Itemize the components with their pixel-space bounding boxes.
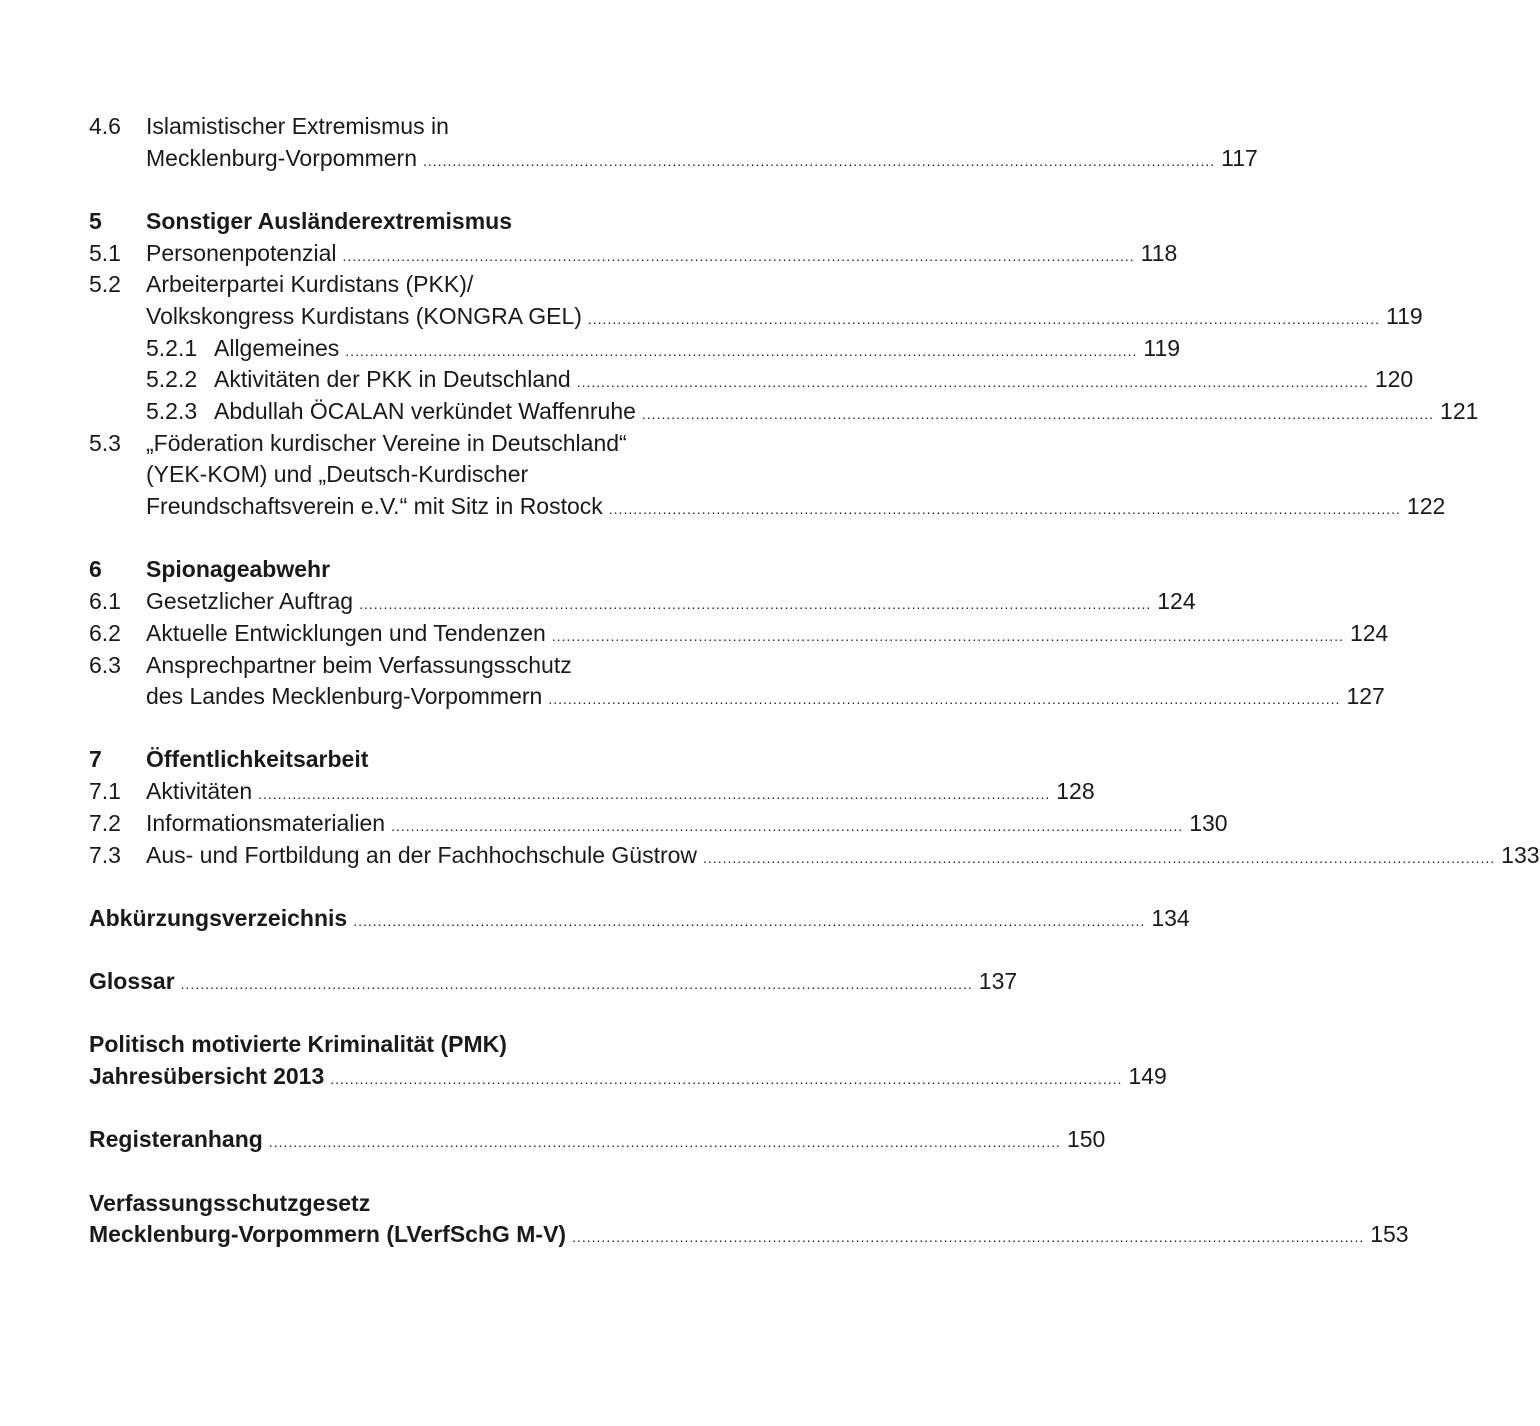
toc-entry[interactable] [146, 301, 1423, 336]
section-number: 5.1 [89, 239, 121, 266]
toc-entry[interactable] [146, 840, 1540, 875]
dot-leader: .................................................................................................................................................................. [353, 912, 1146, 929]
section-number: 5.2 [89, 271, 121, 298]
section-number: 4.6 [89, 113, 121, 139]
section-title: Freundschaftsverein e.V.“ mit Sitz in Rostock [146, 493, 603, 520]
page-number: 133 [1501, 841, 1540, 868]
section-title: Arbeiterpartei Kurdistans (PKK)/ [146, 271, 474, 298]
chapter-number: 7 [89, 746, 102, 773]
dot-leader: .................................................................................................................................................................. [359, 596, 1152, 613]
section-title: „Föderation kurdischer Vereine in Deutschland“ [146, 429, 627, 456]
toc-entry[interactable] [146, 491, 1446, 526]
dot-leader: .................................................................................................................................................................. [641, 406, 1435, 423]
section-title: Aktivitäten [146, 778, 253, 805]
dot-leader: .................................................................................................................................................................. [608, 501, 1401, 518]
toc-row [89, 903, 1190, 935]
page-number: 128 [1056, 778, 1095, 805]
page-number: 127 [1346, 683, 1385, 710]
appendix-title: Mecklenburg-Vorpommern (LVerfSchG M-V) [89, 1221, 567, 1248]
dot-leader: .................................................................................................................................................................. [345, 342, 1138, 359]
appendix-title: Registeranhang [89, 1126, 263, 1153]
section-title: Aktuelle Entwicklungen und Tendenzen [146, 619, 546, 646]
page-number: 118 [1140, 239, 1178, 266]
toc-row [89, 1061, 1167, 1093]
page-number: 124 [1349, 619, 1389, 646]
appendix-title: Verfassungsschutzgesetz [89, 1189, 371, 1216]
section-title: des Landes Mecklenburg-Vorpommern [146, 683, 543, 710]
toc-row [89, 143, 1258, 175]
dot-leader: .................................................................................................................................................................. [258, 786, 1051, 803]
toc-entry[interactable] [146, 681, 1385, 716]
toc-entry[interactable] [89, 1219, 1409, 1254]
subsection-title: Aktivitäten der PKK in Deutschland [214, 366, 571, 393]
dot-leader: .................................................................................................................................................................. [423, 152, 1216, 169]
toc-row [89, 1219, 1409, 1251]
toc-entry[interactable] [146, 143, 1258, 178]
dot-leader: .................................................................................................................................................................. [391, 817, 1184, 834]
chapter-number: 5 [89, 207, 102, 234]
toc-entry[interactable] [146, 586, 1196, 621]
toc-chapter-row [89, 206, 802, 238]
subsection-title: Abdullah ÖCALAN verkündet Waffenruhe [214, 398, 636, 425]
toc-entry[interactable] [146, 618, 1389, 653]
section-number: 7.3 [89, 841, 121, 868]
page-number: 124 [1157, 588, 1196, 615]
toc-row [89, 618, 1389, 650]
toc-entry[interactable] [146, 808, 1228, 843]
section-title: Islamistischer Extremismus in [146, 113, 449, 139]
toc-row [89, 808, 1228, 840]
section-title: Aus- und Fortbildung an der Fachhochschule Güstrow [146, 841, 698, 868]
section-number: 6.1 [89, 588, 121, 615]
toc-row [89, 111, 802, 143]
toc-entry[interactable] [214, 396, 1479, 431]
dot-leader: .................................................................................................................................................................. [268, 1134, 1061, 1151]
subsection-title: Allgemeines [214, 334, 340, 361]
toc-entry[interactable] [214, 333, 1181, 368]
page-number: 119 [1386, 303, 1423, 330]
appendix-title: Glossar [89, 968, 175, 995]
toc-row [89, 1188, 802, 1220]
page-number: 119 [1143, 334, 1181, 361]
toc-row [89, 459, 802, 491]
subsection-number: 5.2.1 [146, 334, 198, 361]
toc-row [89, 301, 1423, 333]
page-number: 150 [1066, 1126, 1106, 1153]
appendix-title: Politisch motivierte Kriminalität (PMK) [89, 1031, 507, 1058]
dot-leader: .................................................................................................................................................................. [342, 247, 1135, 264]
toc-row [89, 681, 1385, 713]
toc-row [89, 650, 802, 682]
toc-entry[interactable] [89, 1124, 1106, 1159]
toc-entry[interactable] [214, 364, 1414, 399]
section-title: Personenpotenzial [146, 239, 337, 266]
toc-row [89, 586, 1196, 618]
chapter-number: 6 [89, 556, 102, 583]
toc-entry[interactable] [146, 238, 1178, 273]
toc-chapter-row [89, 554, 802, 586]
page-number: 117 [1221, 144, 1258, 171]
dot-leader: .................................................................................................................................................................. [587, 311, 1381, 328]
page-number: 149 [1128, 1063, 1167, 1090]
section-title: Ansprechpartner beim Verfassungsschutz [146, 651, 572, 678]
dot-leader: .................................................................................................................................................................. [551, 627, 1344, 644]
dot-leader: .................................................................................................................................................................. [576, 374, 1369, 391]
appendix-title: Jahresübersicht 2013 [89, 1063, 325, 1090]
page-number: 121 [1440, 398, 1479, 425]
section-number: 6.2 [89, 619, 121, 646]
toc-entry[interactable] [89, 903, 1190, 938]
toc-row [89, 776, 1095, 808]
section-number: 6.3 [89, 651, 121, 678]
page-number: 137 [978, 968, 1018, 995]
toc-row [89, 396, 1479, 428]
toc-row [89, 364, 1414, 396]
dot-leader: .................................................................................................................................................................. [572, 1229, 1365, 1246]
page-number: 153 [1370, 1221, 1409, 1248]
section-title: (YEK-KOM) und „Deutsch-Kurdischer [146, 461, 529, 488]
toc-row [89, 269, 802, 301]
toc-row [89, 333, 1181, 365]
section-title: Mecklenburg-Vorpommern [146, 144, 418, 171]
section-title: Volkskongress Kurdistans (KONGRA GEL) [146, 303, 582, 330]
section-number: 5.3 [89, 429, 121, 456]
toc-row [89, 428, 802, 460]
toc-row [89, 238, 1178, 270]
section-title: Informationsmaterialien [146, 809, 386, 836]
page-number: 134 [1151, 904, 1190, 931]
toc-row [89, 491, 1446, 523]
section-number: 7.2 [89, 809, 121, 836]
dot-leader: .................................................................................................................................................................. [703, 849, 1496, 866]
toc-row [89, 966, 1018, 998]
chapter-title[interactable]: Sonstiger Ausländerextremismus [146, 207, 512, 234]
chapter-title[interactable]: Öffentlichkeitsarbeit [146, 746, 369, 773]
dot-leader: .................................................................................................................................................................. [330, 1071, 1123, 1088]
toc-chapter-row [89, 744, 802, 776]
chapter-title[interactable]: Spionageabwehr [146, 556, 331, 583]
section-title: Gesetzlicher Auftrag [146, 588, 354, 615]
toc-row [89, 840, 1540, 872]
table-of-contents [89, 111, 1540, 1251]
dot-leader: .................................................................................................................................................................. [548, 691, 1341, 708]
toc-row [89, 1029, 802, 1061]
subsection-number: 5.2.3 [146, 398, 198, 425]
appendix-title: Abkürzungsverzeichnis [89, 904, 348, 931]
page-number: 122 [1406, 493, 1446, 520]
toc-entry[interactable] [89, 1061, 1167, 1096]
section-number: 7.1 [89, 778, 121, 805]
subsection-number: 5.2.2 [146, 366, 198, 393]
toc-row [89, 1124, 1106, 1156]
dot-leader: .................................................................................................................................................................. [180, 976, 973, 993]
page-number: 120 [1374, 366, 1414, 393]
toc-entry[interactable] [89, 966, 1018, 1001]
toc-entry[interactable] [146, 776, 1095, 811]
page-number: 130 [1189, 809, 1228, 836]
